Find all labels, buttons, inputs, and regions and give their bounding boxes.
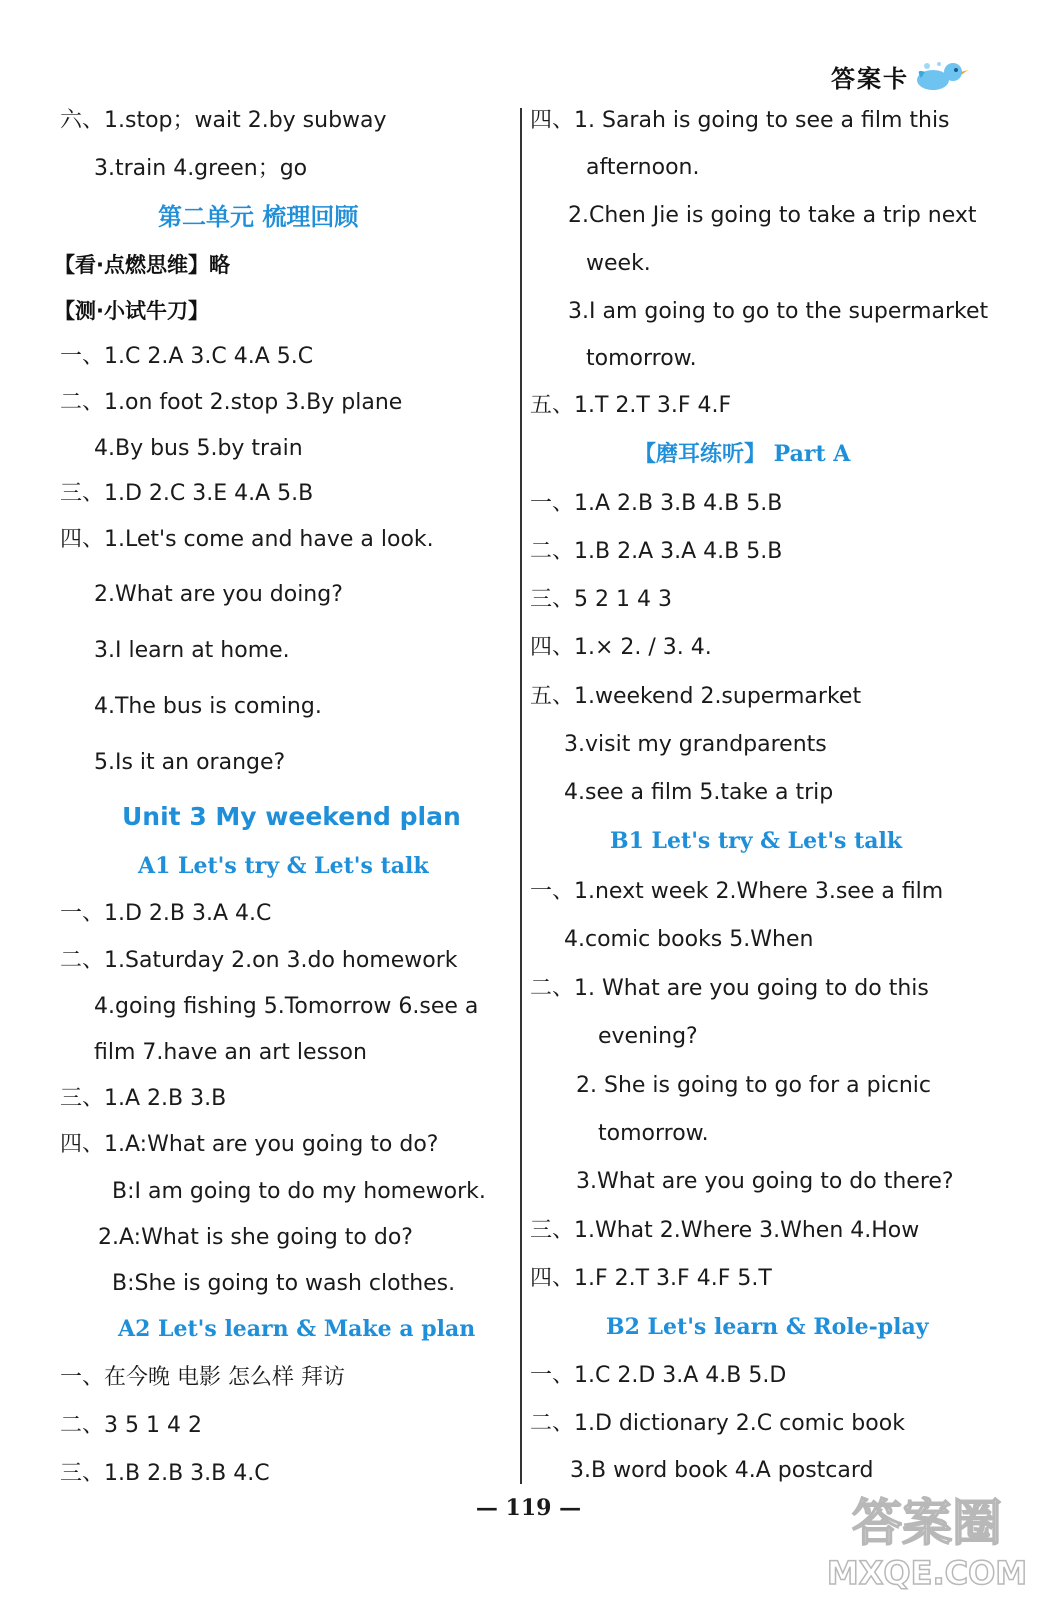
answer-line: 四、1.A:What are you going to do?	[60, 1132, 439, 1157]
answer-line: 二、1. What are you going to do this	[530, 976, 929, 1001]
header	[831, 58, 969, 94]
unit-heading: Unit 3 My weekend plan	[122, 802, 461, 831]
answer-line: 3.visit my grandparents	[564, 732, 827, 757]
answer-line: 3.I learn at home.	[94, 638, 290, 663]
answer-line: 五、1.T 2.T 3.F 4.F	[530, 393, 732, 418]
watermark-logo	[827, 1484, 1027, 1594]
page-number: — 119 —	[475, 1495, 582, 1521]
answer-line: 3.I am going to go to the supermarket	[568, 299, 989, 324]
answer-line: 三、1.A 2.B 3.B	[60, 1086, 227, 1111]
answer-line: 一、1.D 2.B 3.A 4.C	[60, 901, 272, 926]
answer-line: 一、1.C 2.D 3.A 4.B 5.D	[530, 1363, 787, 1388]
answer-line: 三、1.B 2.B 3.B 4.C	[60, 1461, 270, 1486]
answer-line: 三、1.What 2.Where 3.When 4.How	[530, 1218, 920, 1243]
subsection-label: 【看·点燃思维】略	[54, 253, 230, 277]
answer-line: 2. She is going to go for a picnic	[576, 1073, 931, 1098]
answer-line: 三、5 2 1 4 3	[530, 587, 672, 612]
answer-line: 一、1.next week 2.Where 3.see a film	[530, 879, 944, 904]
lesson-heading: A1 Let's try & Let's talk	[138, 853, 429, 879]
answer-line: 4.The bus is coming.	[94, 694, 322, 719]
answer-line: 五、1.weekend 2.supermarket	[530, 684, 862, 709]
answer-line: 2.What are you doing?	[94, 582, 343, 607]
answer-line: 二、1.D dictionary 2.C comic book	[530, 1411, 905, 1436]
subsection-label: 【测·小试牛刀】	[54, 299, 209, 323]
answer-line: evening?	[598, 1024, 698, 1049]
answer-line: 一、1.A 2.B 3.B 4.B 5.B	[530, 491, 783, 516]
watermark-line1: 答案圈	[852, 1494, 1002, 1552]
answer-line: 四、1.F 2.T 3.F 4.F 5.T	[530, 1266, 772, 1291]
answer-line: week.	[586, 251, 651, 276]
watermark-line2: MXQE.COM	[827, 1554, 1027, 1592]
answer-line: 三、1.D 2.C 3.E 4.A 5.B	[60, 481, 314, 506]
section-heading: 第二单元 梳理回顾	[158, 203, 359, 231]
answer-line: 4.see a film 5.take a trip	[564, 780, 834, 805]
answer-line: 一、在今晚 电影 怎么样 拜访	[60, 1365, 345, 1390]
answer-line: 四、1. Sarah is going to see a film this	[530, 108, 950, 133]
answer-line: 3.B word book 4.A postcard	[570, 1458, 874, 1483]
answer-line: 一、1.C 2.A 3.C 4.A 5.C	[60, 344, 314, 369]
lesson-heading: B2 Let's learn & Role-play	[606, 1314, 929, 1340]
answer-line: 4.comic books 5.When	[564, 927, 814, 952]
answer-line: B:She is going to wash clothes.	[112, 1271, 456, 1296]
answer-line: tomorrow.	[586, 346, 697, 371]
lesson-heading: 【磨耳练听】 Part A	[634, 441, 851, 467]
answer-line: 二、1.Saturday 2.on 3.do homework	[60, 948, 458, 973]
lesson-heading: B1 Let's try & Let's talk	[610, 828, 903, 854]
answer-line: 二、1.B 2.A 3.A 4.B 5.B	[530, 539, 783, 564]
lesson-heading: A2 Let's learn & Make a plan	[118, 1316, 476, 1342]
answer-line: 二、3 5 1 4 2	[60, 1413, 202, 1438]
answer-line: 5.Is it an orange?	[94, 750, 286, 775]
answer-line: 四、1.Let's come and have a look.	[60, 527, 434, 552]
answer-line: film 7.have an art lesson	[94, 1040, 367, 1065]
answer-line: 3.What are you going to do there?	[576, 1169, 954, 1194]
answer-line: 4.By bus 5.by train	[94, 436, 303, 461]
answer-line: B:I am going to do my homework.	[112, 1179, 486, 1204]
answer-line: 二、1.on foot 2.stop 3.By plane	[60, 390, 403, 415]
answer-line: 2.A:What is she going to do?	[98, 1225, 413, 1250]
answer-line: 4.going fishing 5.Tomorrow 6.see a	[94, 994, 479, 1019]
blue-bird-icon	[913, 58, 969, 94]
answer-line: 3.train 4.green；go	[94, 156, 308, 181]
column-divider	[520, 108, 522, 1484]
answer-line: 六、1.stop；wait 2.by subway	[60, 108, 387, 133]
answer-card-title: 答案卡	[831, 64, 909, 93]
answer-line: tomorrow.	[598, 1121, 709, 1146]
answer-line: 四、1.× 2. / 3. 4.	[530, 635, 712, 660]
answer-line: 2.Chen Jie is going to take a trip next	[568, 203, 977, 228]
answer-line: afternoon.	[586, 155, 700, 180]
